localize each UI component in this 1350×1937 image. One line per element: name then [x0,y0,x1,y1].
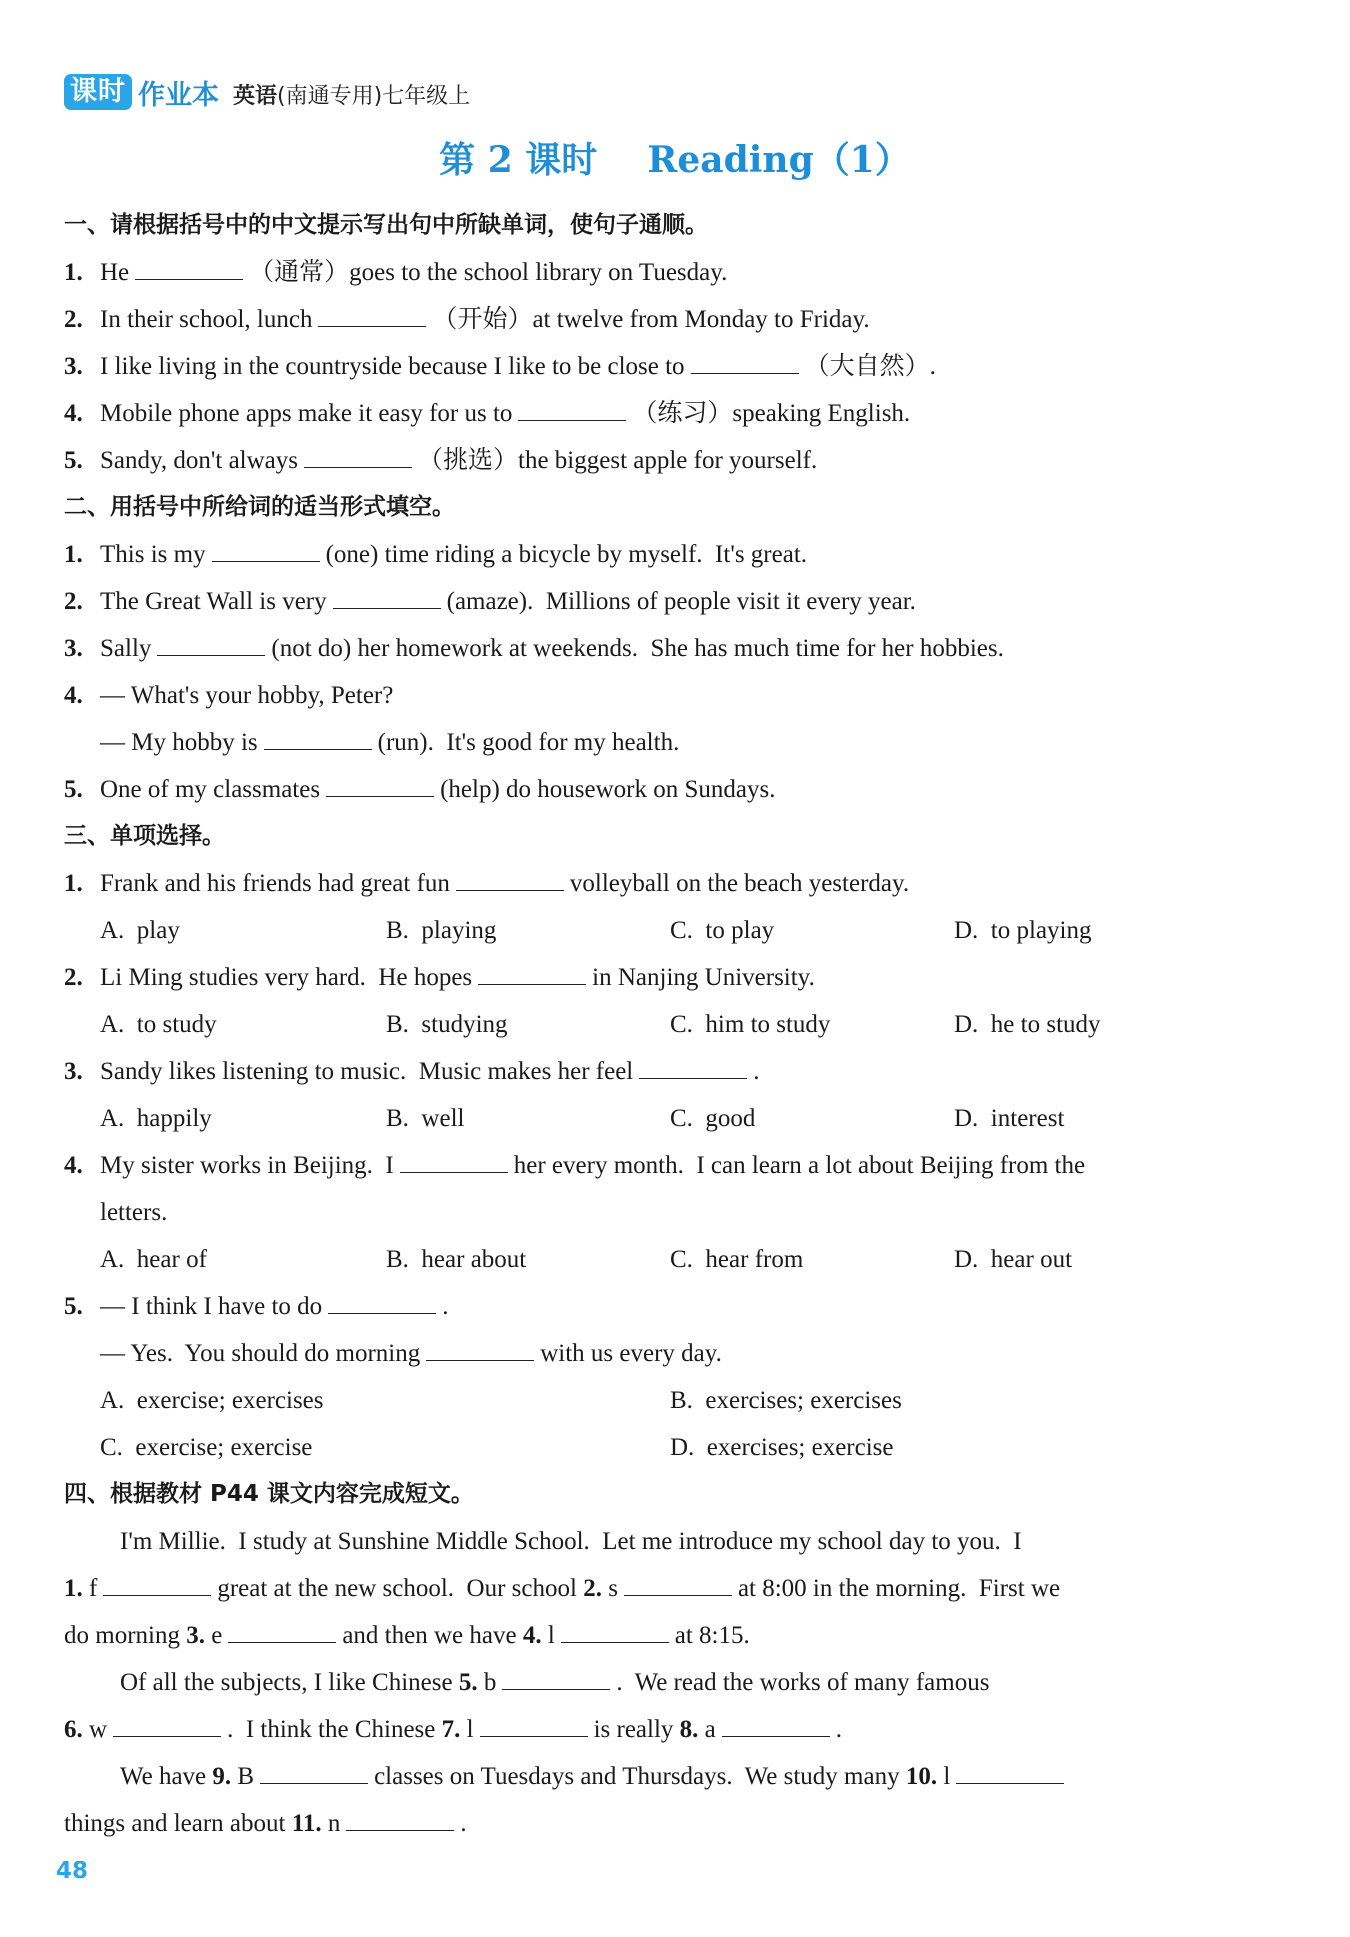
question [64,860,1286,907]
question-text: （通常）goes to the school library on Tuesday. [249,259,728,286]
question-number: 3. [64,1058,83,1085]
option-row [64,1424,1286,1471]
blank-initial: f [89,1575,98,1602]
answer-blank[interactable] [518,417,626,421]
section-3-title: 三、单项选择。 [64,823,225,849]
passage-text: at 8:00 in the morning. First we [737,1575,1061,1602]
answer-blank[interactable] [260,1780,368,1784]
series-logo [64,73,219,112]
option-d[interactable]: D. to playing [954,917,1092,944]
option-d[interactable]: D. he to study [954,1011,1101,1038]
option-b[interactable]: B. playing [386,917,497,944]
question-text: (amaze). Millions of people visit it every year. [446,588,916,615]
question-text: He [100,259,130,286]
question [64,249,1286,296]
answer-blank[interactable] [326,793,434,797]
passage-text: and then we have [342,1622,517,1649]
option-a[interactable]: A. exercise; exercises [100,1387,324,1414]
blank-number: 6. [64,1716,83,1743]
passage-line [64,1800,1286,1847]
question-text: Sandy, don't always [100,447,298,474]
option-c[interactable]: C. him to study [670,1011,831,1038]
section-2-title: 二、用括号中所给词的适当形式填空。 [64,494,455,520]
edition: (南通专用)七年级上 [277,83,471,109]
passage-text: . We read the works of many famous [616,1669,990,1696]
passage-text: . [460,1810,467,1837]
question-number: 2. [64,964,83,991]
passage-line: I'm Millie. I study at Sunshine Middle School. Let me introduce my school day to you. I [120,1528,1022,1555]
blank-initial: l [547,1622,555,1649]
question [64,1283,1286,1330]
question-text: The Great Wall is very [100,588,327,615]
question-continuation: letters. [100,1199,168,1226]
option-b[interactable]: B. exercises; exercises [670,1387,902,1414]
option-c[interactable]: C. exercise; exercise [100,1434,313,1461]
question-continuation [64,1330,1286,1377]
question-number: 3. [64,635,83,662]
question-number: 2. [64,588,83,615]
lesson-title: 第 2 课时 Reading（1） [439,139,911,181]
answer-blank[interactable] [328,1310,436,1314]
answer-blank[interactable] [333,605,441,609]
logo-box: 课时 [64,74,132,110]
blank-number: 5. [458,1669,478,1696]
option-b[interactable]: B. studying [386,1011,508,1038]
passage-line [64,1753,1286,1800]
question [64,531,1286,578]
option-a[interactable]: A. hear of [100,1246,207,1273]
question-text: In their school, lunch [100,306,313,333]
answer-blank[interactable] [624,1592,732,1596]
question-text: One of my classmates [100,776,321,803]
question [64,954,1286,1001]
question-text: (help) do housework on Sundays. [440,776,776,803]
passage-text: things and learn about [64,1810,286,1837]
blank-number: 2. [583,1575,602,1602]
question-text: . [753,1058,760,1085]
question-text: in Nanjing University. [592,964,815,991]
question [64,296,1286,343]
option-c[interactable]: C. good [670,1105,756,1132]
answer-blank[interactable] [103,1592,211,1596]
option-d[interactable]: D. hear out [954,1246,1073,1273]
question-text: — Yes. You should do morning [100,1340,421,1367]
passage-text: classes on Tuesdays and Thursdays. We study many [374,1763,900,1790]
answer-blank[interactable] [478,981,586,985]
answer-blank[interactable] [426,1357,534,1361]
question-text: This is my [100,541,206,568]
question-number: 3. [64,353,83,380]
option-a[interactable]: A. to study [100,1011,217,1038]
question-text: (not do) her homework at weekends. She has much time for her hobbies. [271,635,1004,662]
passage-text: . [835,1716,843,1743]
passage-line [64,1706,1286,1753]
blank-number: 9. [212,1763,232,1790]
option-a[interactable]: A. happily [100,1105,212,1132]
answer-blank[interactable] [346,1827,454,1831]
question [64,766,1286,813]
blank-number: 11. [291,1810,322,1837]
question-text: — I think I have to do [100,1293,323,1320]
question [64,390,1286,437]
question [64,437,1286,484]
question-text: （开始）at twelve from Monday to Friday. [432,306,870,333]
exercise-content [64,202,1286,1847]
question-text: (run). It's good for my health. [377,729,680,756]
blank-number: 10. [905,1763,938,1790]
option-row [64,1236,1286,1283]
option-c[interactable]: C. to play [670,917,775,944]
answer-blank[interactable] [722,1733,830,1737]
option-row [64,1095,1286,1142]
answer-blank[interactable] [691,370,799,374]
question-number: 2. [64,306,83,333]
passage-line [64,1659,1286,1706]
answer-blank[interactable] [456,887,564,891]
blank-number: 7. [441,1716,461,1743]
answer-blank[interactable] [561,1639,669,1643]
question [64,625,1286,672]
question-number: 5. [64,1293,83,1320]
book-header [64,70,470,114]
answer-blank[interactable] [228,1639,336,1643]
blank-initial: l [943,1763,951,1790]
question-text: with us every day. [540,1340,722,1367]
blank-initial: a [704,1716,716,1743]
option-b[interactable]: B. well [386,1105,465,1132]
answer-blank[interactable] [480,1733,588,1737]
passage-text: . I think the Chinese [227,1716,436,1743]
answer-blank[interactable] [135,276,243,280]
question [64,1142,1286,1189]
blank-initial: B [237,1763,255,1790]
question [64,1048,1286,1095]
question-number: 1. [64,541,83,568]
question-continuation [64,719,1286,766]
passage-line [64,1565,1286,1612]
answer-blank[interactable] [212,558,320,562]
question-number: 5. [64,447,83,474]
question-text: — What's your hobby, Peter? [100,682,394,709]
question-text: Sally [100,635,152,662]
option-row [64,1001,1286,1048]
question-number: 5. [64,776,83,803]
answer-blank[interactable] [318,323,426,327]
question-text: Sandy likes listening to music. Music makes her feel [100,1058,634,1085]
page-number: 48 [56,1858,89,1884]
subject: 英语 [233,83,278,109]
blank-initial: s [608,1575,618,1602]
blank-initial: l [466,1716,474,1743]
passage-text: is really [593,1716,674,1743]
blank-initial: e [211,1622,223,1649]
blank-initial: b [483,1669,497,1696]
passage-text: Of all the subjects, I like Chinese [120,1669,453,1696]
passage-text: We have [120,1763,207,1790]
blank-number: 1. [64,1575,83,1602]
answer-blank[interactable] [639,1075,747,1079]
answer-blank[interactable] [304,464,412,468]
question-text: Mobile phone apps make it easy for us to [100,400,513,427]
option-d[interactable]: D. exercises; exercise [670,1434,894,1461]
question-text: — My hobby is [100,729,258,756]
blank-number: 8. [679,1716,699,1743]
option-row [64,1377,1286,1424]
passage-line [64,1612,1286,1659]
passage-text: at 8:15. [674,1622,750,1649]
option-d[interactable]: D. interest [954,1105,1065,1132]
question-number: 1. [64,259,83,286]
question [64,343,1286,390]
option-a[interactable]: A. play [100,917,180,944]
answer-blank[interactable] [502,1686,610,1690]
question [64,578,1286,625]
book-info [233,79,470,110]
blank-number: 4. [522,1622,542,1649]
question-text: （挑选）the biggest apple for yourself. [418,447,818,474]
option-c[interactable]: C. hear from [670,1246,804,1273]
option-b[interactable]: B. hear about [386,1246,527,1273]
answer-blank[interactable] [157,652,265,656]
question [64,672,1286,719]
question-text: （大自然）. [804,353,936,380]
question-text: (one) time riding a bicycle by myself. It's great. [325,541,808,568]
passage-text: great at the new school. Our school [217,1575,577,1602]
question-text: . [442,1293,449,1320]
logo-text: 作业本 [138,79,219,111]
question-text: volleyball on the beach yesterday. [569,870,910,897]
answer-blank[interactable] [264,746,372,750]
passage-text: do morning [64,1622,180,1649]
question-text: Frank and his friends had great fun [100,870,450,897]
section-4-title: 四、根据教材 P44 课文内容完成短文。 [64,1481,474,1507]
section-1-title: 一、请根据括号中的中文提示写出句中所缺单词，使句子通顺。 [64,212,708,238]
answer-blank[interactable] [400,1169,508,1173]
question-number: 4. [64,1152,83,1179]
question-text: （练习）speaking English. [632,400,911,427]
blank-initial: n [327,1810,341,1837]
question-text: My sister works in Beijing. I [100,1152,394,1179]
option-row [64,907,1286,954]
question-number: 4. [64,400,83,427]
answer-blank[interactable] [113,1733,221,1737]
question-number: 1. [64,870,83,897]
question-number: 4. [64,682,83,709]
answer-blank[interactable] [956,1780,1064,1784]
blank-number: 3. [186,1622,205,1649]
question-text: Li Ming studies very hard. He hopes [100,964,473,991]
question-text: her every month. I can learn a lot about Beijing from the [513,1152,1086,1179]
question-text: I like living in the countryside because I like to be close to [100,353,685,380]
blank-initial: w [89,1716,108,1743]
